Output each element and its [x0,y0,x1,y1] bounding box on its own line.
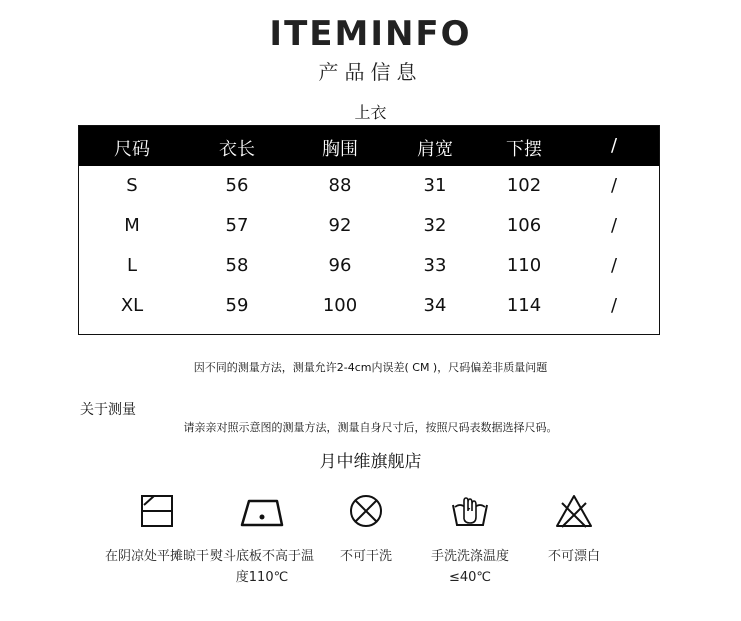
care-label: 熨斗底板不高于温度110℃ [209,549,314,585]
cell-hem: 110 [506,255,542,276]
cell-hem: 114 [506,295,542,316]
cell-length: 56 [225,175,249,196]
about-measurement-title: 关于测量 [80,402,136,418]
table-caption: 上衣 [354,103,387,122]
care-label: 不可干洗 [339,549,392,564]
cell-hem: 102 [506,175,542,196]
care-item-iron [207,493,317,588]
cell-length: 57 [225,215,249,236]
cell-extra: / [610,215,618,236]
no-bleach-icon [554,493,594,529]
header-extra: / [610,135,618,156]
care-item-flat-dry [102,493,212,567]
store-name: 月中维旗舰店 [319,452,422,472]
care-label: 手洗洗涤温度≤40℃ [430,549,509,585]
cell-bust: 96 [328,255,352,276]
table-row [79,166,659,206]
cell-shoulder: 31 [423,175,447,196]
cell-shoulder: 33 [423,255,447,276]
cell-hem: 106 [506,215,542,236]
care-item-hand-wash [415,493,525,588]
measurement-note: 因不同的测量方法，测量允许2-4cm内误差( CM )，尺码偏差非质量问题 [193,361,548,374]
size-table [78,125,660,335]
header-shoulder: 肩宽 [417,139,453,160]
cell-bust: 88 [328,175,352,196]
cell-bust: 100 [322,295,358,316]
care-item-no-bleach [519,493,629,567]
cell-extra: / [610,295,618,316]
about-measurement-text: 请亲亲对照示意图的测量方法，测量自身尺寸后，按照尺码表数据选择尺码。 [183,421,558,434]
flat-dry-in-shade-icon [139,493,175,529]
no-tumble-dry-icon [348,493,384,529]
hand-wash-icon [450,493,490,529]
header-size: 尺码 [114,139,150,160]
header-hem: 下摆 [506,139,542,160]
table-row [79,246,659,286]
care-label: 在阴凉处平摊晾干 [104,549,209,564]
cell-size: L [126,255,138,276]
cell-extra: / [610,175,618,196]
table-header-row [79,126,659,166]
table-row [79,286,659,326]
logo-english: ITEMINFO [269,14,472,54]
care-item-no-dry-clean [311,493,421,567]
cell-length: 58 [225,255,249,276]
cell-extra: / [610,255,618,276]
header-bust: 胸围 [322,139,358,160]
cell-bust: 92 [328,215,352,236]
care-label: 不可漂白 [547,549,600,564]
cell-size: S [126,175,138,196]
cell-shoulder: 32 [423,215,447,236]
logo-chinese: 产品信息 [318,60,423,84]
iron-low-temp-icon [239,493,285,529]
cell-size: M [124,215,140,236]
cell-length: 59 [225,295,249,316]
table-row [79,206,659,246]
header-length: 衣长 [219,139,255,160]
cell-shoulder: 34 [423,295,447,316]
cell-size: XL [120,295,144,316]
